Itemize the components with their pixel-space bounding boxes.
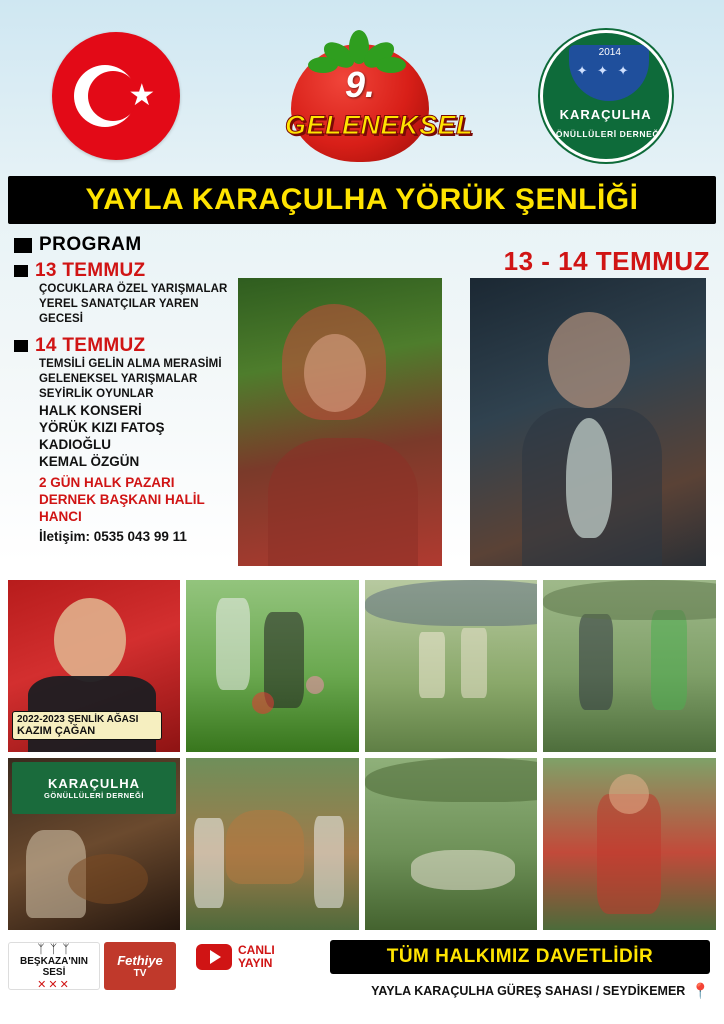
location-pin-icon: 📍 — [691, 983, 710, 1000]
photo-folk-music-stage — [8, 758, 180, 930]
fethiye-tv-logo — [104, 942, 176, 990]
day1-date: 13 TEMMUZ — [35, 260, 146, 281]
photo-row-3 — [8, 758, 716, 930]
photo-sack-race — [365, 580, 538, 752]
program-red-line: DERNEK BAŞKANI HALİL HANCI — [39, 492, 205, 524]
day2-highlight: YÖRÜK KIZI FATOŞ KADIOĞLU — [39, 420, 165, 452]
beskaza-line2: SESİ — [42, 966, 66, 978]
photo-camel-and-horsemen — [186, 758, 359, 930]
photo-agasi — [8, 580, 180, 752]
live-line1: CANLI — [238, 943, 275, 957]
venue-row — [371, 982, 710, 1000]
dernek-line1: KARAÇULHA — [559, 107, 652, 122]
day1-item: YEREL SANATÇILAR YAREN GECESİ — [39, 298, 199, 325]
day1-item: ÇOCUKLARA ÖZEL YARIŞMALAR — [39, 283, 228, 295]
day2-highlight: HALK KONSERİ — [39, 403, 142, 418]
stage-banner-line2: GÖNÜLLÜLERİ DERNEĞİ — [44, 791, 144, 800]
festival-dates: 13 - 14 TEMMUZ — [503, 246, 710, 276]
live-line2: YAYIN — [238, 956, 273, 970]
day2-item: GELENEKSEL YARIŞMALAR — [39, 373, 198, 385]
agasi-caption-line1: 2022-2023 ŞENLİK AĞASI — [17, 714, 139, 725]
day2-item: SEYİRLİK OYUNLAR — [39, 388, 154, 400]
tomato-logo — [284, 26, 474, 166]
play-icon[interactable] — [196, 944, 232, 970]
bullet-block — [14, 238, 32, 253]
program-block — [14, 234, 234, 544]
venue-text: YAYLA KARAÇULHA GÜREŞ SAHASI / SEYDİKEMER — [371, 984, 686, 998]
contact-phone: İletişim: 0535 043 99 11 — [39, 529, 187, 544]
kilim-motif-icon: ✕✕✕ — [37, 978, 71, 991]
invitation-bar — [330, 940, 710, 974]
photo-tug-of-war — [543, 758, 716, 930]
beskaza-line1: BEŞKAZA'NIN — [20, 955, 88, 967]
dernek-logo — [540, 30, 672, 162]
logo-row — [0, 16, 724, 176]
photo-male-singer — [470, 278, 706, 566]
dernek-motifs: ✦ ✦ ✦ — [576, 63, 632, 78]
program-heading: PROGRAM — [39, 234, 142, 255]
day1-row — [14, 260, 234, 282]
turkish-flag-icon — [52, 32, 180, 160]
bullet-block — [14, 340, 28, 352]
bullet-block — [14, 265, 28, 277]
agasi-caption — [12, 711, 162, 740]
dernek-line2: GÖNÜLLÜLERİ DERNEĞİ — [548, 129, 663, 139]
photo-children-balloon-game — [186, 580, 359, 752]
geleneksel-word: GELENEKSEL — [284, 110, 474, 140]
day2-item: TEMSİLİ GELİN ALMA MERASİMİ — [39, 358, 222, 370]
dancers-icon: ᛉ ᛉ ᛉ — [37, 941, 71, 956]
day2-row — [14, 335, 234, 357]
photo-wrestling — [365, 758, 538, 930]
photo-row-2 — [8, 580, 716, 752]
program-red-line: 2 GÜN HALK PAZARI — [39, 475, 175, 490]
stage-banner-line1: KARAÇULHA — [47, 776, 141, 791]
poster-footer — [0, 934, 724, 1024]
photo-woman-singer — [238, 278, 442, 566]
page-title: YAYLA KARAÇULHA YÖRÜK ŞENLİĞİ — [85, 183, 639, 216]
agasi-caption-line2: KAZIM ÇAĞAN — [17, 725, 96, 737]
poster-title-bar — [8, 176, 716, 224]
edition-number: 9. — [344, 64, 375, 105]
dernek-year: 2014 — [598, 47, 621, 58]
day2-highlight: KEMAL ÖZGÜN — [39, 454, 140, 469]
beskazanin-sesi-logo — [8, 942, 100, 990]
photo-women-race — [543, 580, 716, 752]
fethiye-line1: Fethiye — [117, 953, 163, 968]
stage-banner — [12, 762, 176, 814]
day2-date: 14 TEMMUZ — [35, 335, 146, 356]
fethiye-line2: TV — [133, 968, 147, 979]
live-broadcast-badge — [196, 944, 275, 970]
invitation-text: TÜM HALKIMIZ DAVETLİDİR — [386, 946, 654, 967]
flag-star-icon: ★ — [128, 79, 156, 112]
program-heading-row — [14, 234, 234, 256]
